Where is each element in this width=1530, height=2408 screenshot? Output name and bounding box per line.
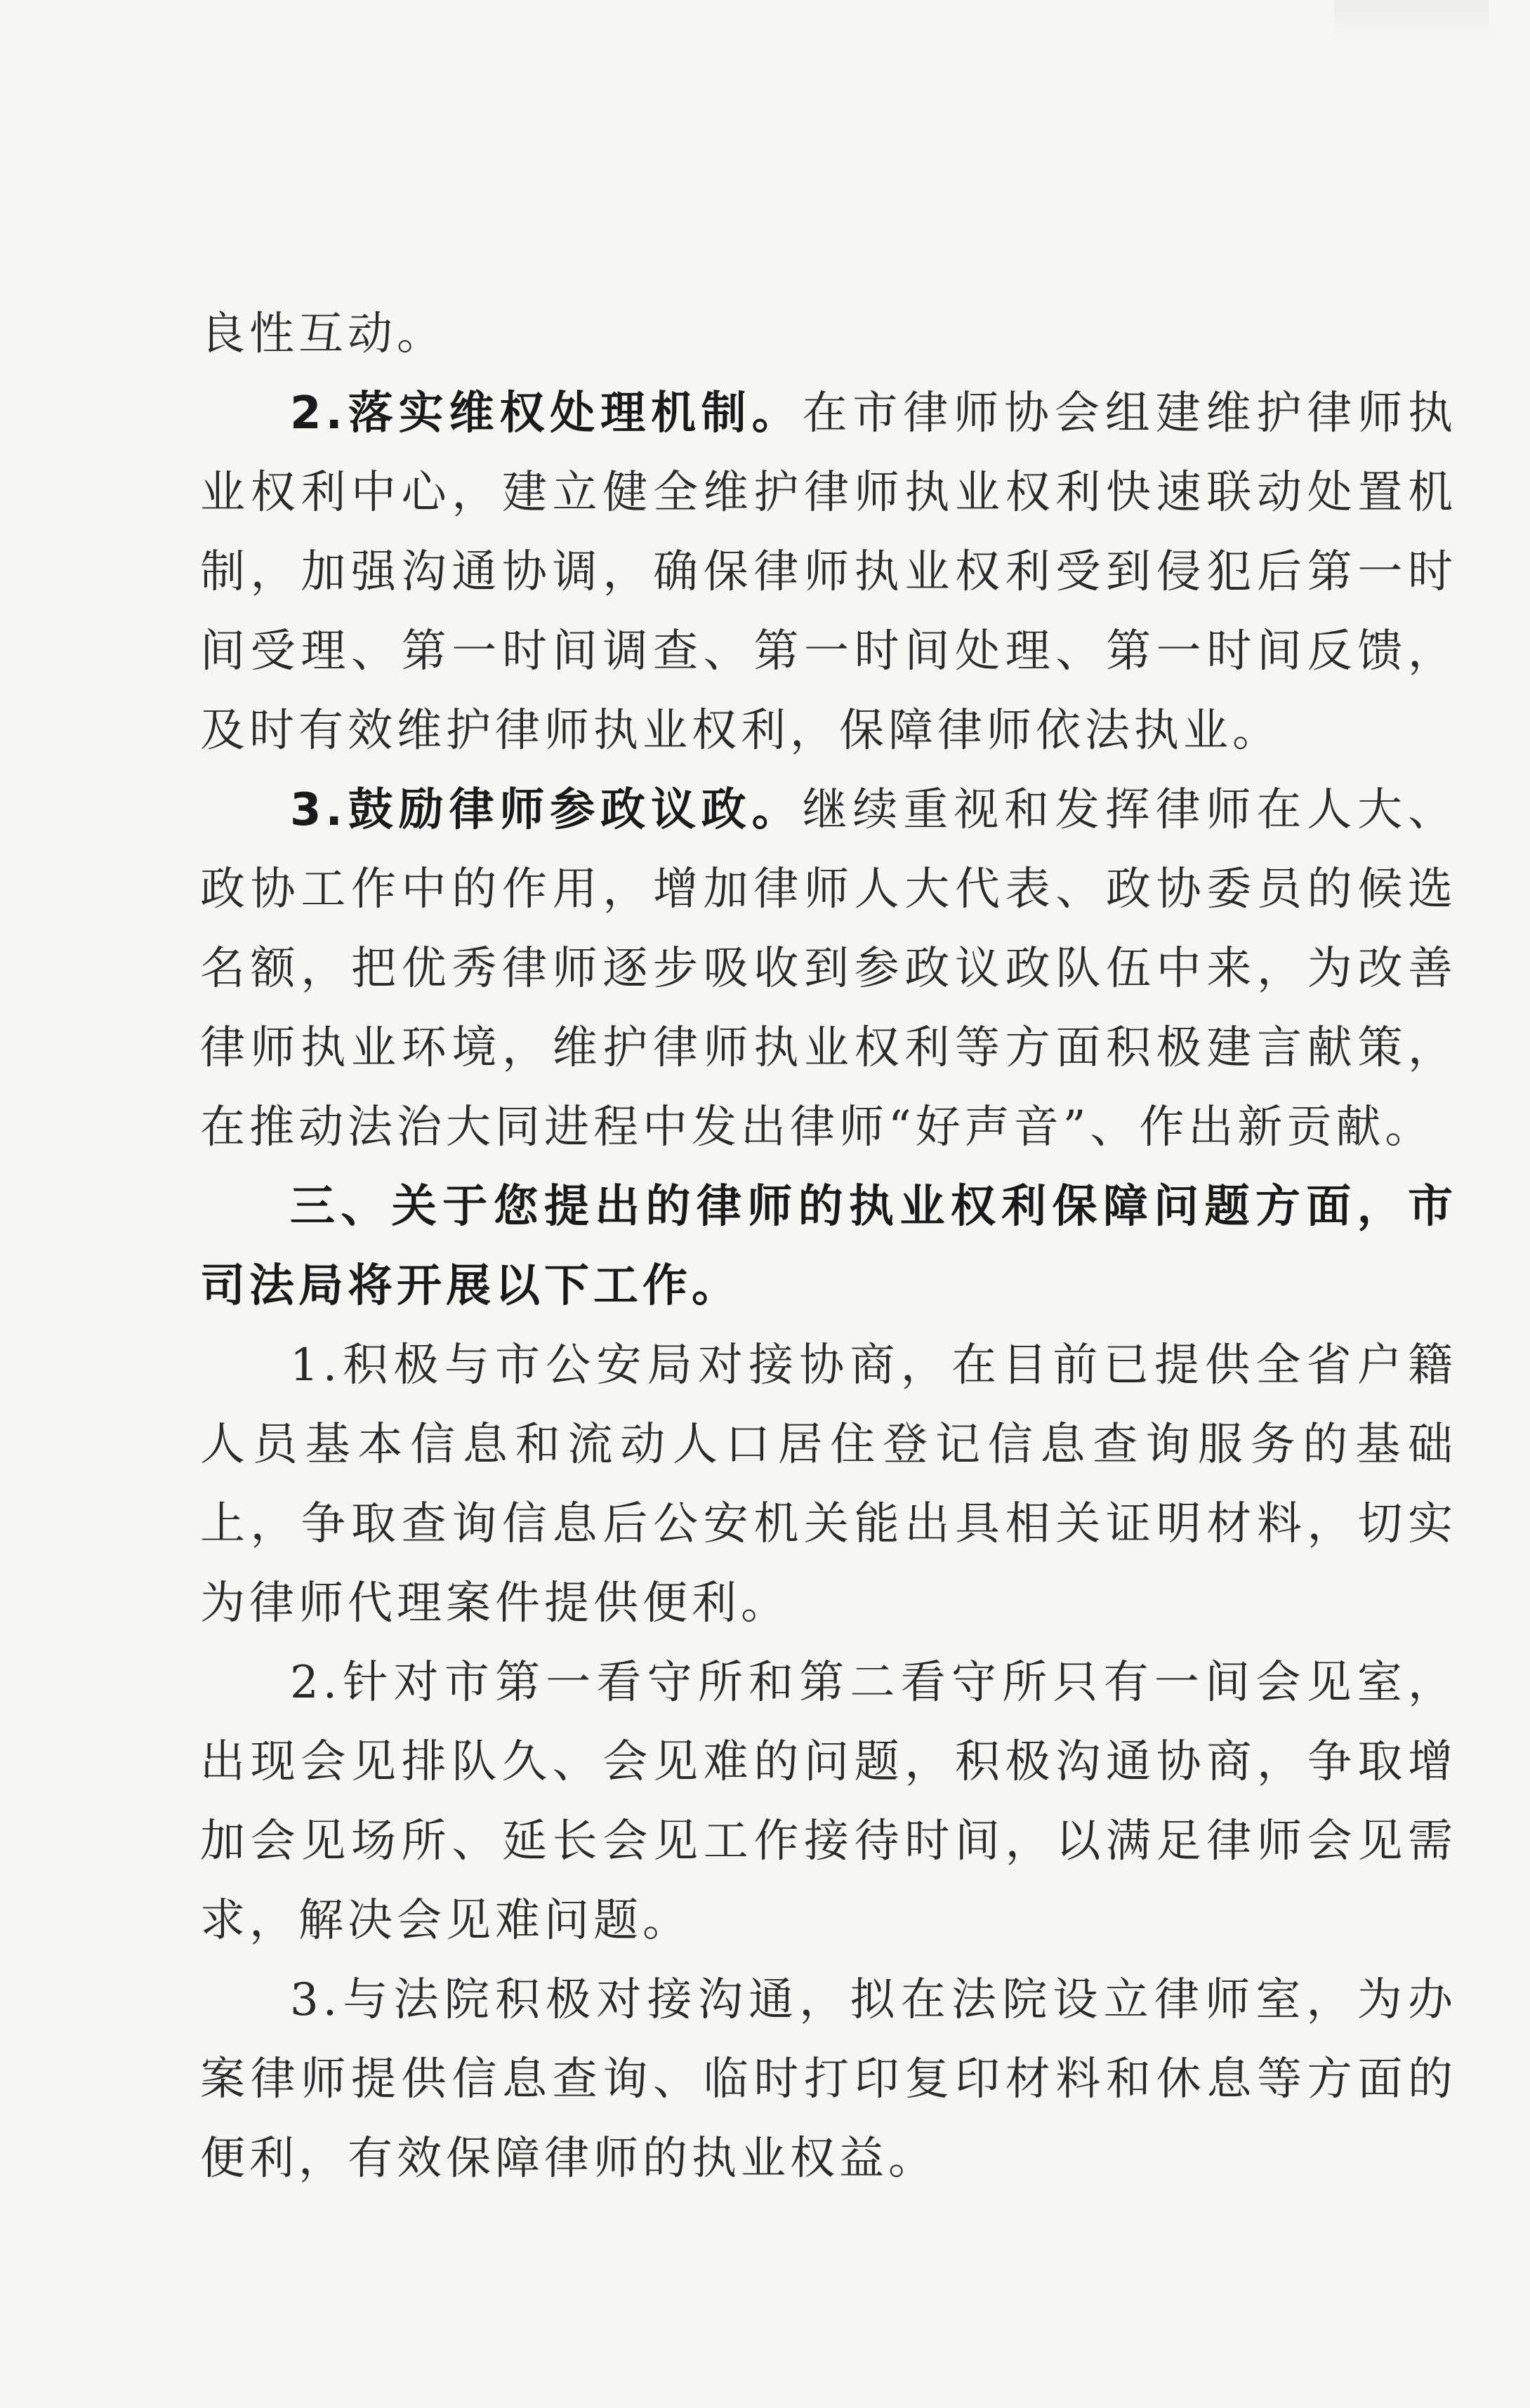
paragraph-lead: 2.落实维权处理机制。	[290, 388, 803, 439]
paragraph-lead: 3.鼓励律师参政议政。	[290, 784, 803, 836]
paragraph-text: 在市律师协会组建维护律师执业权利中心，建立健全维护律师执业权利快速联动处置机制，加强沟通协调，确保律师执业权利受到侵犯后第一时间受理、第一时间调查、第一时间处理、第一时间反馈，及时有效维护律师执业权利，保障律师依法执业。	[200, 388, 1458, 757]
section-heading-three	[200, 1167, 1457, 1326]
paragraph-item-2	[200, 1643, 1457, 1961]
paragraph-text: 2.针对市第一看守所和第二看守所只有一间会见室，出现会见排队久、会见难的问题，积极沟通协商，争取增加会见场所、延长会见工作接待时间，以满足律师会见需求，解决会见难问题。	[200, 1657, 1457, 1947]
paragraph-text: 1.积极与市公安局对接协商，在目前已提供全省户籍人员基本信息和流动人口居住登记信息查询服务的基础上，争取查询信息后公安机关能出具相关证明材料，切实为律师代理案件提供便利。	[200, 1339, 1457, 1629]
section-heading-text: 三、关于您提出的律师的执业权利保障问题方面，市司法局将开展以下工作。	[200, 1181, 1457, 1312]
paragraph-text: 3.与法院积极对接沟通，拟在法院设立律师室，为办案律师提供信息查询、临时打印复印材料和休息等方面的便利，有效保障律师的执业权益。	[200, 1974, 1457, 2185]
scan-shadow	[1334, 0, 1489, 42]
document-body	[200, 295, 1457, 2199]
paragraph-text: 继续重视和发挥律师在人大、政协工作中的作用，增加律师人大代表、政协委员的候选名额，把优秀律师逐步吸收到参政议政队伍中来，为改善律师执业环境，维护律师执业权利等方面积极建言献策，在推动法治大同进程中发出律师“好声音”、作出新贡献。	[200, 784, 1458, 1153]
paragraph-item-3	[200, 1961, 1457, 2199]
paragraph-text: 良性互动。	[200, 308, 446, 360]
paragraph-continuation	[200, 295, 1457, 374]
paragraph-item-1	[200, 1326, 1457, 1643]
paragraph-political-participation	[200, 771, 1457, 1167]
paragraph-rights-mechanism	[200, 374, 1457, 771]
